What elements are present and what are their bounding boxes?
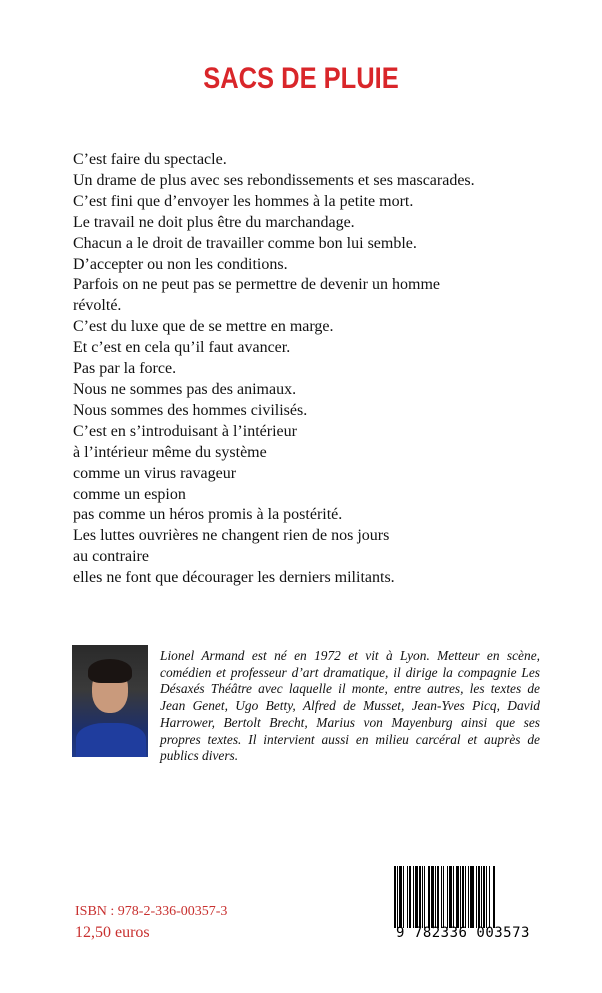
- barcode-number: 9 782336 003573: [396, 925, 530, 941]
- price: 12,50 euros: [75, 924, 150, 941]
- poem-line: Les luttes ouvrières ne changent rien de nos jours: [73, 527, 390, 545]
- poem-line: Le travail ne doit plus être du marchandage.: [73, 213, 355, 231]
- barcode-bars: [394, 866, 534, 928]
- poem-line: à l’intérieur même du système: [73, 443, 267, 461]
- poem-line: Nous ne sommes pas des animaux.: [73, 380, 297, 398]
- author-photo: [72, 645, 148, 757]
- isbn: ISBN : 978-2-336-00357-3: [75, 904, 228, 919]
- poem-line: C’est en s’introduisant à l’intérieur: [73, 422, 297, 440]
- author-bio: Lionel Armand est né en 1972 et vit à Lyon. Metteur en scène, comédien et professeur d’art dramatique, il dirige la compagnie Les Désaxés Théâtre avec laquelle il monte, entre autres, les textes de Jean Genet, Ugo Betty, Alfred de Musset, Jean-Yves Picq, David Harrower, Bertolt Brecht, Marius von Mayenburg ainsi que ses propres textes. Il intervient aussi en milieu carcéral et auprès de publics divers.: [160, 648, 540, 764]
- poem-line: comme un virus ravageur: [73, 464, 237, 482]
- poem-line: Pas par la force.: [73, 360, 177, 378]
- poem-line: Parfois on ne peut pas se permettre de devenir un homme: [73, 276, 440, 294]
- poem-line: Nous sommes des hommes civilisés.: [73, 401, 308, 419]
- poem-excerpt: [73, 150, 543, 589]
- poem-line: C’est du luxe que de se mettre en marge.: [73, 318, 334, 336]
- poem-line: C’est fini que d’envoyer les hommes à la petite mort.: [73, 192, 414, 210]
- poem-line: Et c’est en cela qu’il faut avancer.: [73, 339, 291, 357]
- poem-line: comme un espion: [73, 485, 186, 503]
- poem-line: Un drame de plus avec ses rebondissements et ses mascarades.: [73, 171, 475, 189]
- poem-line: révolté.: [73, 297, 122, 315]
- poem-line: Chacun a le droit de travailler comme bon lui semble.: [73, 234, 417, 252]
- poem-line: elles ne font que décourager les derniers militants.: [73, 569, 395, 587]
- barcode: [388, 862, 538, 944]
- book-title: SACS DE PLUIE: [203, 62, 399, 95]
- poem-line: au contraire: [73, 548, 149, 566]
- poem-line: D’accepter ou non les conditions.: [73, 255, 288, 273]
- poem-line: pas comme un héros promis à la postérité.: [73, 506, 343, 524]
- poem-line: C’est faire du spectacle.: [73, 151, 227, 168]
